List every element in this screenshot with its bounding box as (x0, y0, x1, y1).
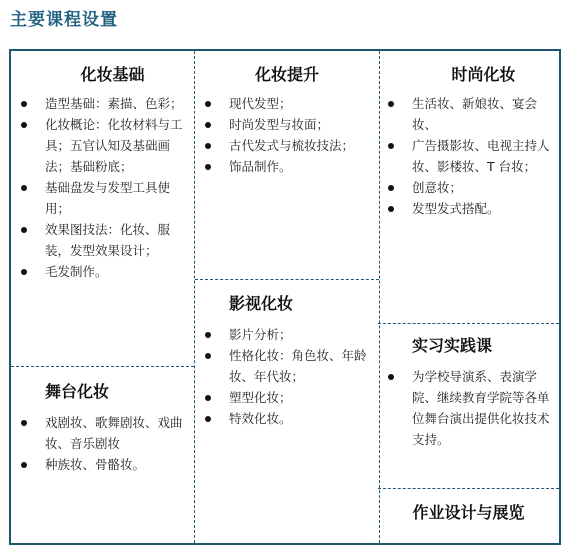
list-item: 戏剧妆、歌舞剧妆、戏曲妆、音乐剧妆 (11, 412, 194, 454)
list-item: 为学校导演系、表演学院、继续教育学院等各单位舞台演出提供化妆技术支持。 (378, 366, 559, 450)
bullet-icon (21, 227, 27, 233)
cell-fashion-makeup (378, 51, 559, 323)
bullet-icon (21, 122, 27, 128)
item-list (195, 324, 379, 429)
list-item: 造型基础：素描、色彩； (11, 93, 194, 114)
list-item: 创意妆； (378, 177, 559, 198)
bullet-icon (388, 374, 394, 380)
item-list (195, 93, 379, 177)
cell-assignments (378, 489, 559, 543)
list-item: 饰品制作。 (195, 156, 379, 177)
bullet-icon (388, 206, 394, 212)
bullet-icon (205, 416, 211, 422)
bullet-icon (21, 185, 27, 191)
bullet-icon (388, 101, 394, 107)
bullet-icon (388, 143, 394, 149)
list-item: 广告摄影妆、电视主持人妆、影楼妆、T 台妆； (378, 135, 559, 177)
item-list (378, 93, 559, 219)
bullet-icon (205, 122, 211, 128)
bullet-icon (21, 101, 27, 107)
bullet-icon (205, 353, 211, 359)
list-item: 现代发型； (195, 93, 379, 114)
list-item: 特效化妆。 (195, 408, 379, 429)
item-list (11, 412, 194, 475)
cell-makeup-advanced (195, 51, 379, 279)
column-middle (194, 51, 380, 543)
item-list (378, 366, 559, 450)
list-item: 生活妆、新娘妆、宴会妆、 (378, 93, 559, 135)
bullet-icon (205, 395, 211, 401)
list-item: 古代发式与梳妆技法； (195, 135, 379, 156)
cell-title: 影视化妆 (229, 294, 294, 313)
cell-title: 化妆提升 (254, 65, 319, 84)
list-item: 时尚发型与妆面； (195, 114, 379, 135)
bullet-icon (205, 101, 211, 107)
bullet-icon (388, 185, 394, 191)
bullet-icon (205, 332, 211, 338)
cell-film-makeup (195, 280, 379, 543)
bullet-icon (205, 164, 211, 170)
list-item: 塑型化妆； (195, 387, 379, 408)
bullet-icon (21, 420, 27, 426)
list-item: 毛发制作。 (11, 261, 194, 282)
column-left (11, 51, 194, 543)
bullet-icon (21, 269, 27, 275)
list-item: 基础盘发与发型工具使用； (11, 177, 194, 219)
list-item: 影片分析； (195, 324, 379, 345)
cell-title: 舞台化妆 (45, 382, 110, 401)
bullet-icon (205, 143, 211, 149)
list-item: 化妆概论：化妆材料与工具；五官认知及基础画法；基础粉底； (11, 114, 194, 177)
page-title: 主要课程设置 (10, 10, 118, 30)
cell-title: 作业设计与展览 (412, 503, 525, 522)
list-item: 效果图技法：化妆、服装，发型效果设计； (11, 219, 194, 261)
cell-title: 时尚化妆 (451, 65, 516, 84)
course-grid (9, 49, 561, 545)
item-list (11, 93, 194, 282)
column-right (378, 51, 559, 543)
cell-title: 实习实践课 (412, 336, 493, 355)
cell-stage-makeup (11, 367, 194, 543)
cell-title: 化妆基础 (80, 65, 145, 84)
list-item: 发型发式搭配。 (378, 198, 559, 219)
list-item: 性格化妆：角色妆、年龄妆、年代妆； (195, 345, 379, 387)
bullet-icon (21, 462, 27, 468)
cell-internship (378, 324, 559, 488)
list-item: 种族妆、骨骼妆。 (11, 454, 194, 475)
cell-makeup-basics (11, 51, 194, 366)
